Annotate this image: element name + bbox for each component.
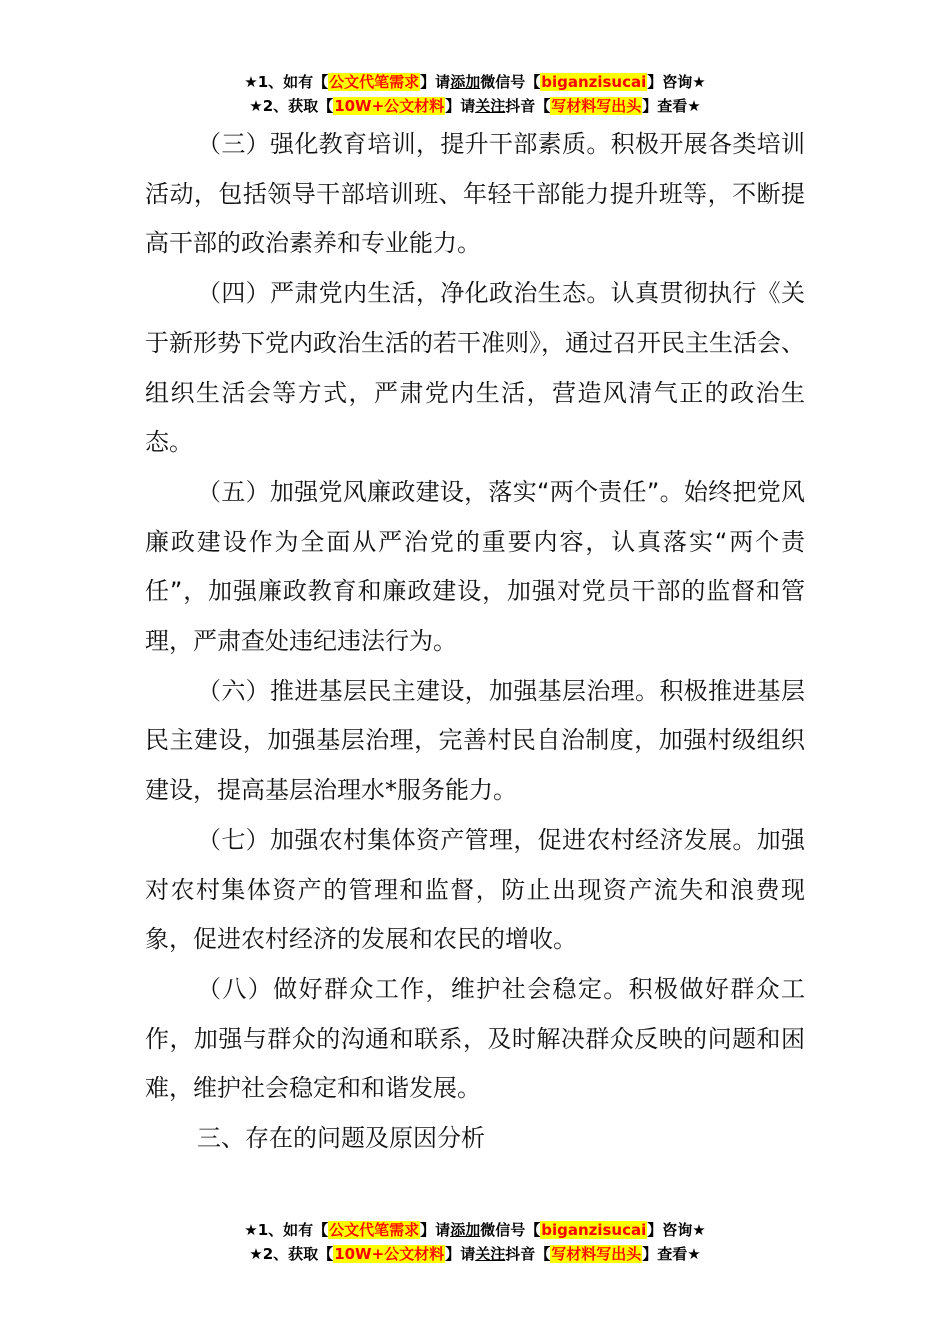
paragraph-6: （六）推进基层民主建设，加强基层治理。积极推进基层民主建设，加强基层治理，完善村民自治制度，加强村级组织建设，提高基层治理水*服务能力。	[145, 676, 805, 805]
banner-line-1	[0, 1218, 950, 1242]
banner-text: 】请	[445, 97, 476, 115]
paragraph-7: （七）加强农村集体资产管理，促进农村经济发展。加强对农村集体资产的管理和监督，防止出现资产流失和浪费现象，促进农村经济的发展和农民的增收。	[145, 825, 805, 954]
banner-text: 关注	[475, 1245, 506, 1263]
banner-text: 】咨询★	[647, 1221, 706, 1239]
banner-highlight: 写材料写出头	[551, 1245, 642, 1263]
banner-text: 】请	[420, 1221, 451, 1239]
banner-text: 】请	[445, 1245, 476, 1263]
banner-text: 关注	[475, 97, 506, 115]
document-body	[145, 120, 805, 1164]
paragraph-3: （三）强化教育培训，提升干部素质。积极开展各类培训活动，包括领导干部培训班、年轻干部能力提升班等，不断提高干部的政治素养和专业能力。	[145, 130, 805, 258]
banner-line-1	[0, 70, 950, 94]
banner-highlight: 公文代笔需求	[329, 1221, 420, 1239]
banner-highlight: 10W+公文材料	[334, 1245, 445, 1263]
banner-text: 添加	[450, 73, 481, 91]
banner-text: 抖音【	[505, 97, 551, 115]
banner-text: 】请	[420, 73, 451, 91]
banner-text: ★2、获取【	[249, 97, 334, 115]
section-heading: 三、存在的问题及原因分析	[197, 1124, 485, 1153]
paragraph-8: （八）做好群众工作，维护社会稳定。积极做好群众工作，加强与群众的沟通和联系，及时解决群众反映的问题和困难，维护社会稳定和和谐发展。	[145, 974, 805, 1103]
banner-line-2	[0, 1242, 950, 1266]
banner-highlight: 写材料写出头	[551, 97, 642, 115]
banner-text: 添加	[450, 1221, 481, 1239]
banner-text: 】咨询★	[647, 73, 706, 91]
footer-banner	[0, 1218, 950, 1266]
banner-text: 微信号【	[480, 73, 541, 91]
header-banner	[0, 70, 950, 118]
banner-text: 】查看★	[642, 97, 701, 115]
banner-text: 微信号【	[480, 1221, 541, 1239]
banner-highlight: biganzisucai	[541, 73, 647, 91]
banner-text: ★2、获取【	[249, 1245, 334, 1263]
banner-text: 】查看★	[642, 1245, 701, 1263]
banner-highlight: 公文代笔需求	[329, 73, 420, 91]
banner-text: ★1、如有【	[244, 73, 329, 91]
banner-highlight: biganzisucai	[541, 1221, 647, 1239]
banner-highlight: 10W+公文材料	[334, 97, 445, 115]
paragraph-4: （四）严肃党内生活，净化政治生态。认真贯彻执行《关于新形势下党内政治生活的若干准则》，通过召开民主生活会、组织生活会等方式，严肃党内生活，营造风清气正的政治生态。	[145, 279, 805, 457]
paragraph-5: （五）加强党风廉政建设，落实“两个责任”。始终把党风廉政建设作为全面从严治党的重要内容，认真落实“两个责任”，加强廉政教育和廉政建设，加强对党员干部的监督和管理，严肃查处违纪违法行为。	[145, 477, 805, 656]
banner-text: 抖音【	[505, 1245, 551, 1263]
banner-text: ★1、如有【	[244, 1221, 329, 1239]
banner-line-2	[0, 94, 950, 118]
